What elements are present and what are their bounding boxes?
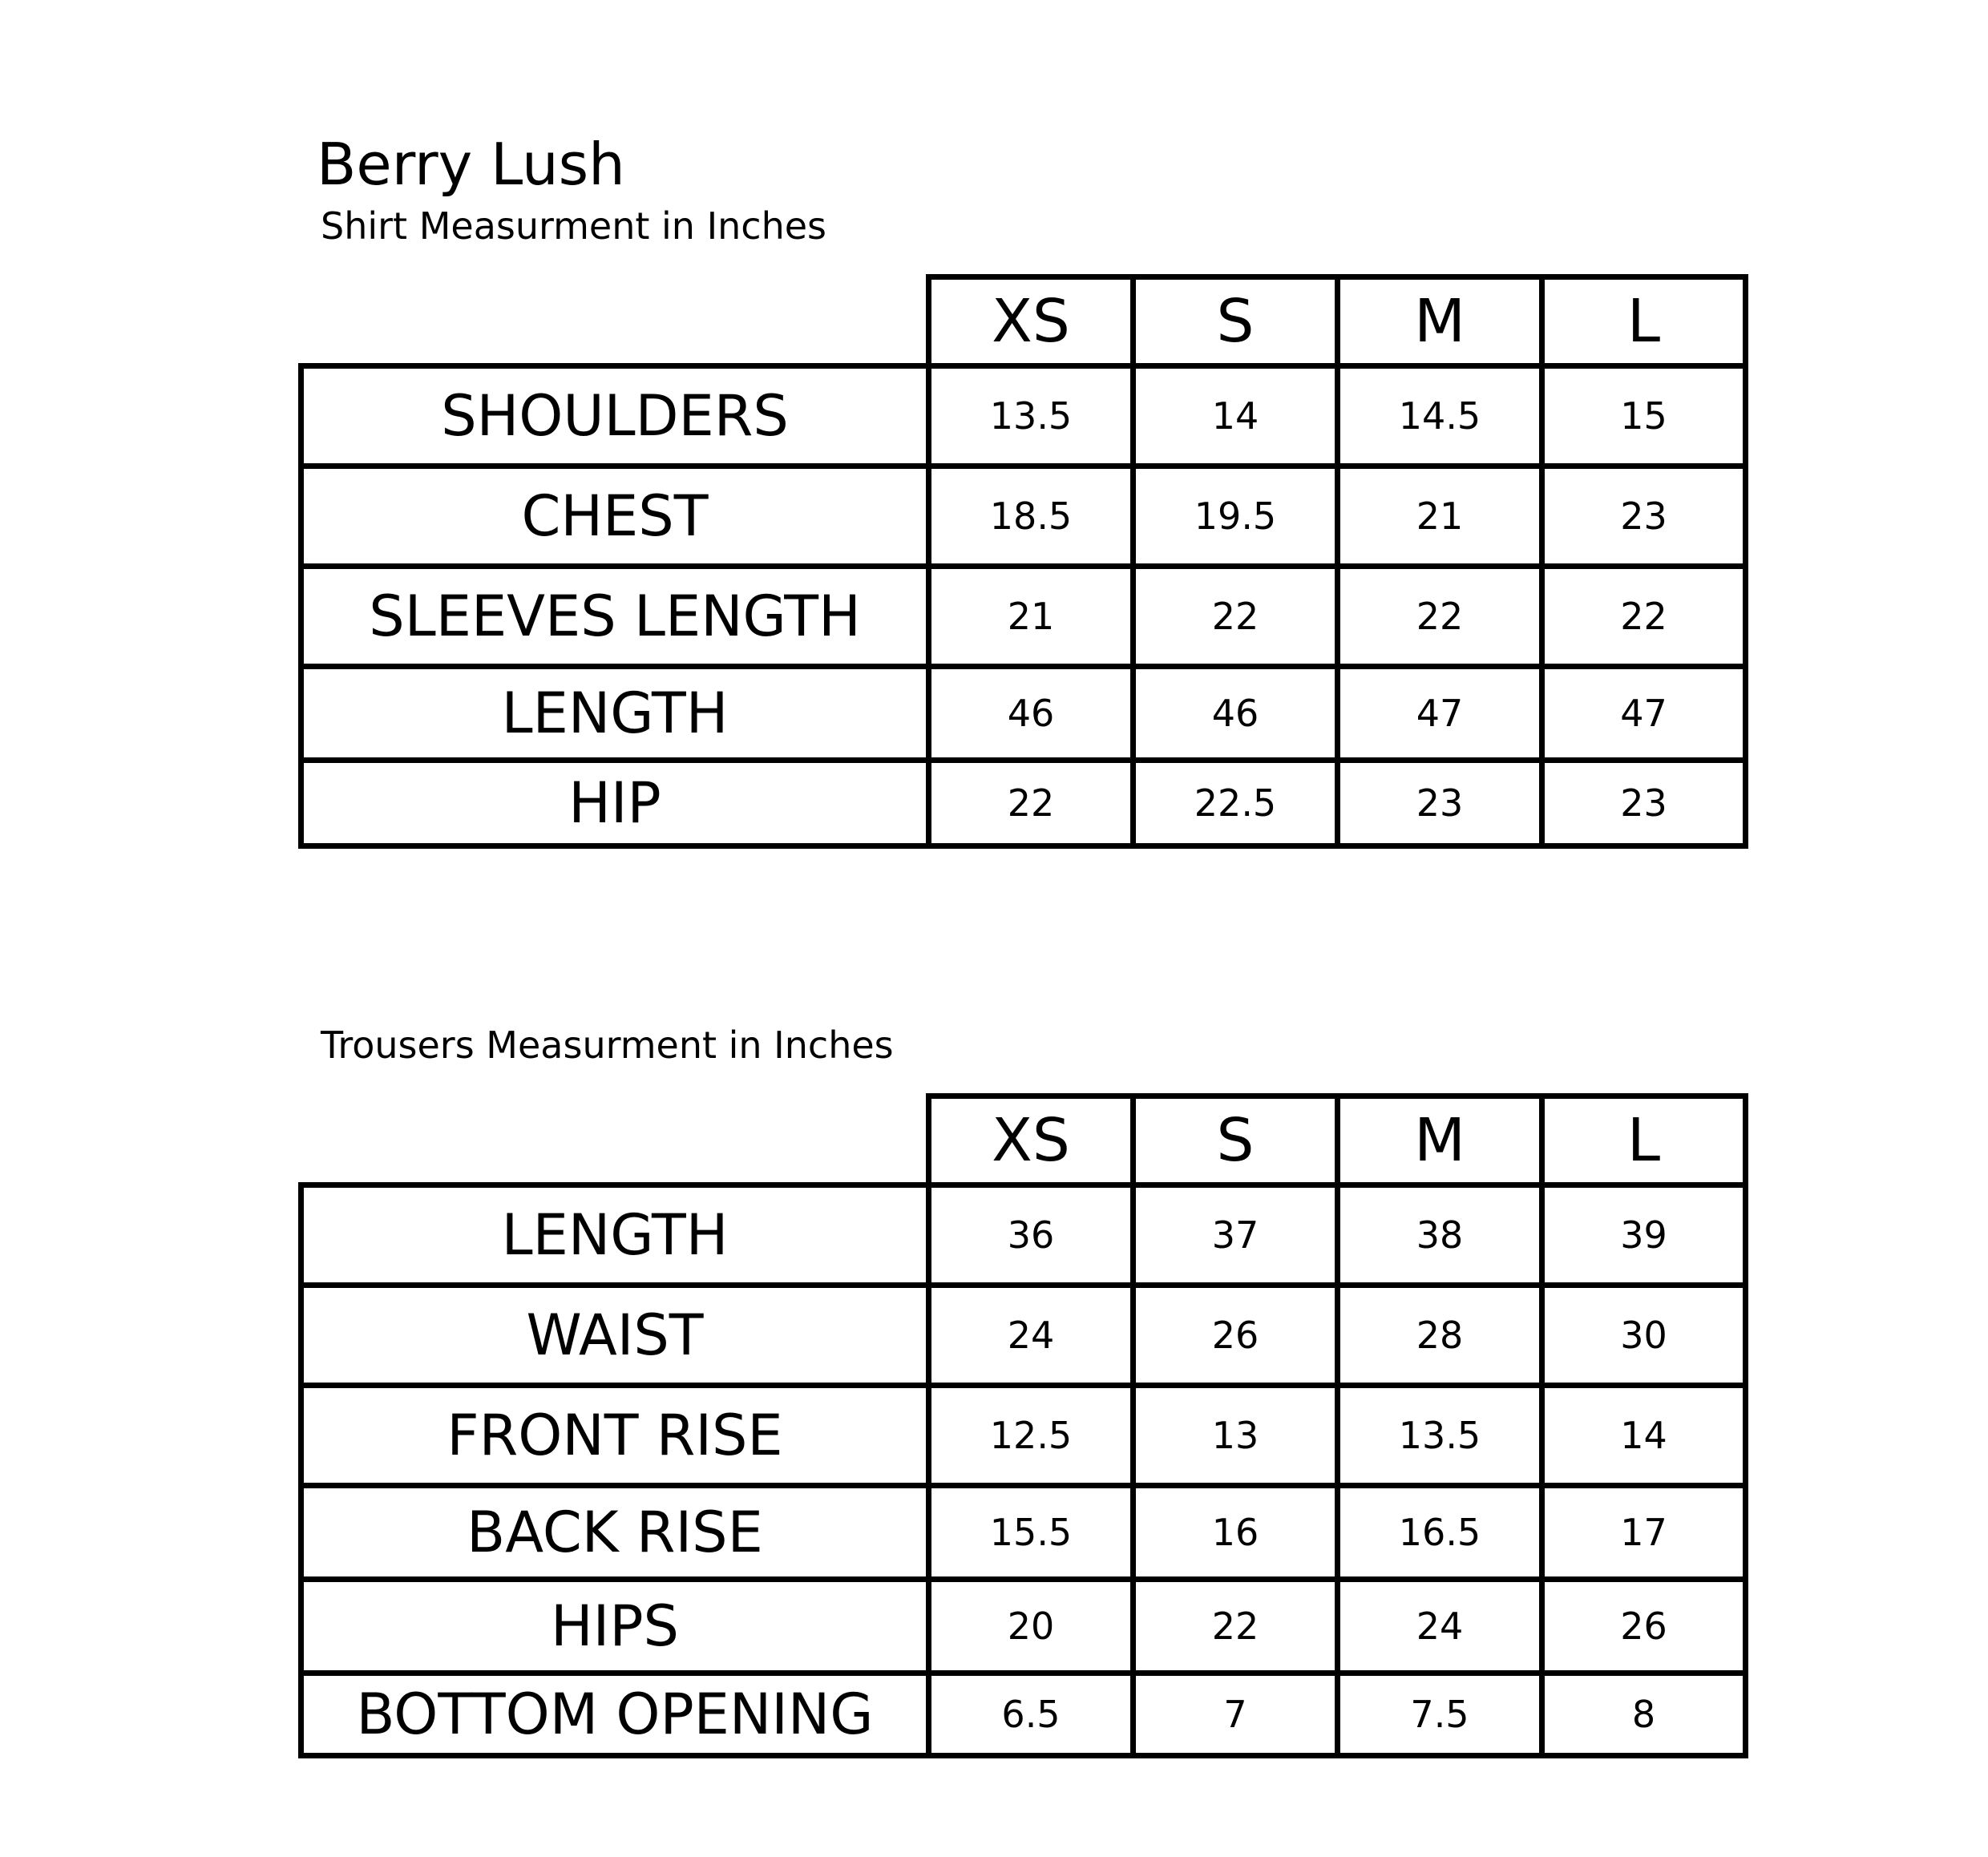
brand-title: Berry Lush xyxy=(317,131,625,198)
trousers-measure-row xyxy=(301,1185,1746,1286)
trousers-value-cell: 30 xyxy=(1542,1286,1746,1386)
trousers-value-cell: 6.5 xyxy=(929,1673,1133,1756)
trousers-size-header-row xyxy=(301,1096,1746,1185)
shirt-caption: Shirt Measurment in Inches xyxy=(321,204,827,248)
shirt-size-header: L xyxy=(1542,277,1746,366)
shirt-value-cell: 22 xyxy=(1338,567,1542,667)
shirt-row-label: LENGTH xyxy=(301,667,929,761)
shirt-value-cell: 23 xyxy=(1542,466,1746,567)
trousers-value-cell: 38 xyxy=(1338,1185,1542,1286)
trousers-header-corner xyxy=(301,1096,929,1185)
shirt-value-cell: 23 xyxy=(1338,761,1542,846)
trousers-measure-row xyxy=(301,1580,1746,1673)
trousers-value-cell: 14 xyxy=(1542,1386,1746,1486)
trousers-size-header: L xyxy=(1542,1096,1746,1185)
trousers-row-label: FRONT RISE xyxy=(301,1386,929,1486)
trousers-value-cell: 24 xyxy=(929,1286,1133,1386)
trousers-value-cell: 16 xyxy=(1133,1486,1338,1580)
shirt-value-cell: 13.5 xyxy=(929,366,1133,466)
trousers-row-label: BACK RISE xyxy=(301,1486,929,1580)
trousers-row-label: WAIST xyxy=(301,1286,929,1386)
trousers-value-cell: 8 xyxy=(1542,1673,1746,1756)
trousers-measure-row xyxy=(301,1486,1746,1580)
trousers-value-cell: 15.5 xyxy=(929,1486,1133,1580)
shirt-measure-row xyxy=(301,366,1746,466)
shirt-size-header-row xyxy=(301,277,1746,366)
shirt-size-table xyxy=(298,274,1748,849)
shirt-measure-row xyxy=(301,466,1746,567)
shirt-measure-row xyxy=(301,761,1746,846)
shirt-size-header: XS xyxy=(929,277,1133,366)
trousers-measure-row xyxy=(301,1673,1746,1756)
shirt-value-cell: 46 xyxy=(929,667,1133,761)
shirt-size-header: M xyxy=(1338,277,1542,366)
trousers-value-cell: 39 xyxy=(1542,1185,1746,1286)
trousers-value-cell: 7 xyxy=(1133,1673,1338,1756)
trousers-value-cell: 13 xyxy=(1133,1386,1338,1486)
shirt-header-corner xyxy=(301,277,929,366)
trousers-value-cell: 22 xyxy=(1133,1580,1338,1673)
trousers-size-header: XS xyxy=(929,1096,1133,1185)
trousers-value-cell: 37 xyxy=(1133,1185,1338,1286)
trousers-size-header: M xyxy=(1338,1096,1542,1185)
shirt-value-cell: 22 xyxy=(929,761,1133,846)
trousers-caption: Trousers Measurment in Inches xyxy=(321,1023,894,1067)
trousers-row-label: BOTTOM OPENING xyxy=(301,1673,929,1756)
trousers-value-cell: 26 xyxy=(1133,1286,1338,1386)
shirt-value-cell: 46 xyxy=(1133,667,1338,761)
trousers-value-cell: 26 xyxy=(1542,1580,1746,1673)
shirt-value-cell: 23 xyxy=(1542,761,1746,846)
shirt-row-label: SHOULDERS xyxy=(301,366,929,466)
trousers-value-cell: 13.5 xyxy=(1338,1386,1542,1486)
shirt-value-cell: 47 xyxy=(1542,667,1746,761)
trousers-row-label: LENGTH xyxy=(301,1185,929,1286)
trousers-row-label: HIPS xyxy=(301,1580,929,1673)
trousers-value-cell: 16.5 xyxy=(1338,1486,1542,1580)
trousers-measure-row xyxy=(301,1286,1746,1386)
trousers-size-table xyxy=(298,1093,1748,1758)
shirt-value-cell: 22 xyxy=(1133,567,1338,667)
trousers-value-cell: 24 xyxy=(1338,1580,1542,1673)
shirt-value-cell: 14 xyxy=(1133,366,1338,466)
trousers-value-cell: 12.5 xyxy=(929,1386,1133,1486)
trousers-value-cell: 28 xyxy=(1338,1286,1542,1386)
trousers-size-header: S xyxy=(1133,1096,1338,1185)
shirt-value-cell: 21 xyxy=(1338,466,1542,567)
trousers-value-cell: 17 xyxy=(1542,1486,1746,1580)
shirt-value-cell: 19.5 xyxy=(1133,466,1338,567)
trousers-measure-row xyxy=(301,1386,1746,1486)
shirt-value-cell: 21 xyxy=(929,567,1133,667)
trousers-value-cell: 7.5 xyxy=(1338,1673,1542,1756)
shirt-value-cell: 22 xyxy=(1542,567,1746,667)
shirt-size-header: S xyxy=(1133,277,1338,366)
shirt-value-cell: 15 xyxy=(1542,366,1746,466)
trousers-value-cell: 36 xyxy=(929,1185,1133,1286)
shirt-row-label: HIP xyxy=(301,761,929,846)
shirt-row-label: SLEEVES LENGTH xyxy=(301,567,929,667)
shirt-row-label: CHEST xyxy=(301,466,929,567)
trousers-value-cell: 20 xyxy=(929,1580,1133,1673)
shirt-value-cell: 47 xyxy=(1338,667,1542,761)
shirt-value-cell: 18.5 xyxy=(929,466,1133,567)
shirt-measure-row xyxy=(301,667,1746,761)
shirt-measure-row xyxy=(301,567,1746,667)
shirt-value-cell: 22.5 xyxy=(1133,761,1338,846)
shirt-value-cell: 14.5 xyxy=(1338,366,1542,466)
